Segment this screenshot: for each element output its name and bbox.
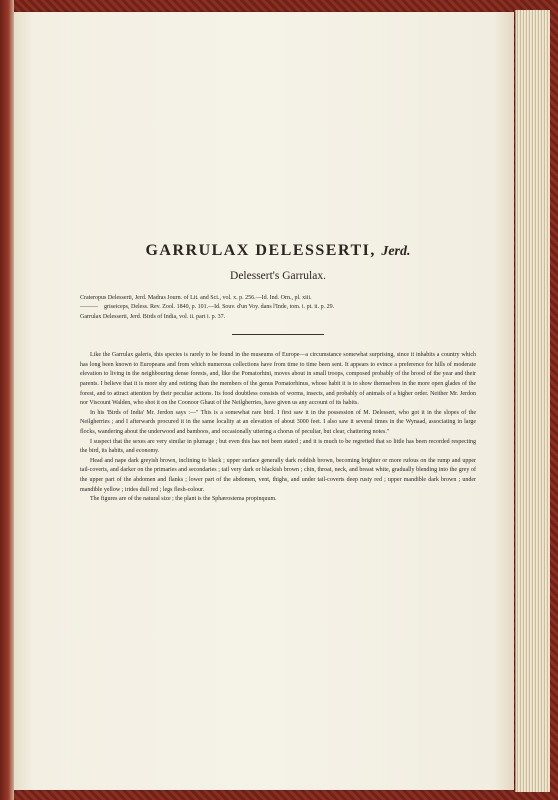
section-divider xyxy=(232,334,324,335)
paragraph: Like the Garrulax galeris, this species is rarely to be found in the museums of Europe—a circumstance somewhat surprising, since it inhabits a country which has long been known to Europeans and from which numerous collections have from time to time been sent. It appears to evince a preference for hills of moderate elevation to living in the neighbouring dense forests, and, like the Pomatorhini, moves about in small troops, composed probably of the brood of the year and their parents. I believe that it is more shy and retiring than the members of the genus Pomatorhinus, whose habit it is to show themselves in the more open glades of the forest, and to attract attention by their peculiar actions. Its food doubtless consists of worms, insects, and probably of animals of a higher order. Neither Mr. Jerdon nor Viscount Walden, who shot it on the Coonoor Ghaut of the Neilgherries, have given us any account of its habits. xyxy=(80,352,476,407)
synonymy-dash: ——— xyxy=(80,304,98,311)
paragraph: Head and nape dark greyish brown, inclining to black ; upper surface generally dark reddish brown, becoming brighter or more rufous on the rump and upper tail-coverts, and darker on the primaries and secondaries ; tail very dark or blackish brown ; chin, throat, neck, and breast white, gradually blending into the grey of the upper part of the abdomen and flanks ; lower part of the abdomen, vent, thighs, and under tail-coverts deep rusty red ; upper mandible dark brown ; under mandible yellow ; irides dull red ; legs flesh-colour. xyxy=(80,457,476,493)
book-gutter xyxy=(0,0,14,800)
species-author: Jerd. xyxy=(381,244,411,259)
synonymy-line-text: griseiceps, Deless. Rev. Zool. 1840, p. 101.—Id. Souv. d'un Voy. dans l'Inde, tom. i. pt. ii. p. 29. xyxy=(104,304,335,311)
page-content xyxy=(80,242,476,505)
paragraph: In his 'Birds of India' Mr. Jerdon says :—" This is a somewhat rare bird. I first saw it in the possession of M. Delessert, who got it in the slopes of the Neilgherries ; and I afterwards procured it in the same locality at an elevation of about 3000 feet. I also saw it several times in the Wynaad, associating in large flocks, wandering about the underwood and bamboos, and occasionally uttering a chorus of peculiar, but clear, chattering notes." xyxy=(80,409,476,435)
page-edges xyxy=(515,10,550,792)
synonymy-line xyxy=(80,303,476,312)
synonymy-line: Garrulax Delesserti, Jerd. Birds of India, vol. ii. part i. p. 37. xyxy=(80,313,226,320)
paragraph: I suspect that the sexes are very similar in plumage ; but even this has not been stated ; and it is much to be regretted that so little has been recorded respecting the bird, its habits, and economy. xyxy=(80,438,476,455)
species-name: GARRULAX DELESSERTI, xyxy=(145,242,376,259)
paragraph: The figures are of the natural size ; the plant is the Sphærostema propinquum. xyxy=(90,496,277,503)
species-title xyxy=(80,242,476,260)
book-page xyxy=(14,12,514,790)
body-text xyxy=(80,351,476,505)
synonymy-list xyxy=(80,294,476,322)
synonymy-line: Crateropus Delesserti, Jerd. Madras Journ. of Lit. and Sci., vol. x. p. 256.—Id. Ind. Orn., pl. xiii. xyxy=(80,295,312,301)
common-name: Delessert's Garrulax. xyxy=(230,270,326,282)
